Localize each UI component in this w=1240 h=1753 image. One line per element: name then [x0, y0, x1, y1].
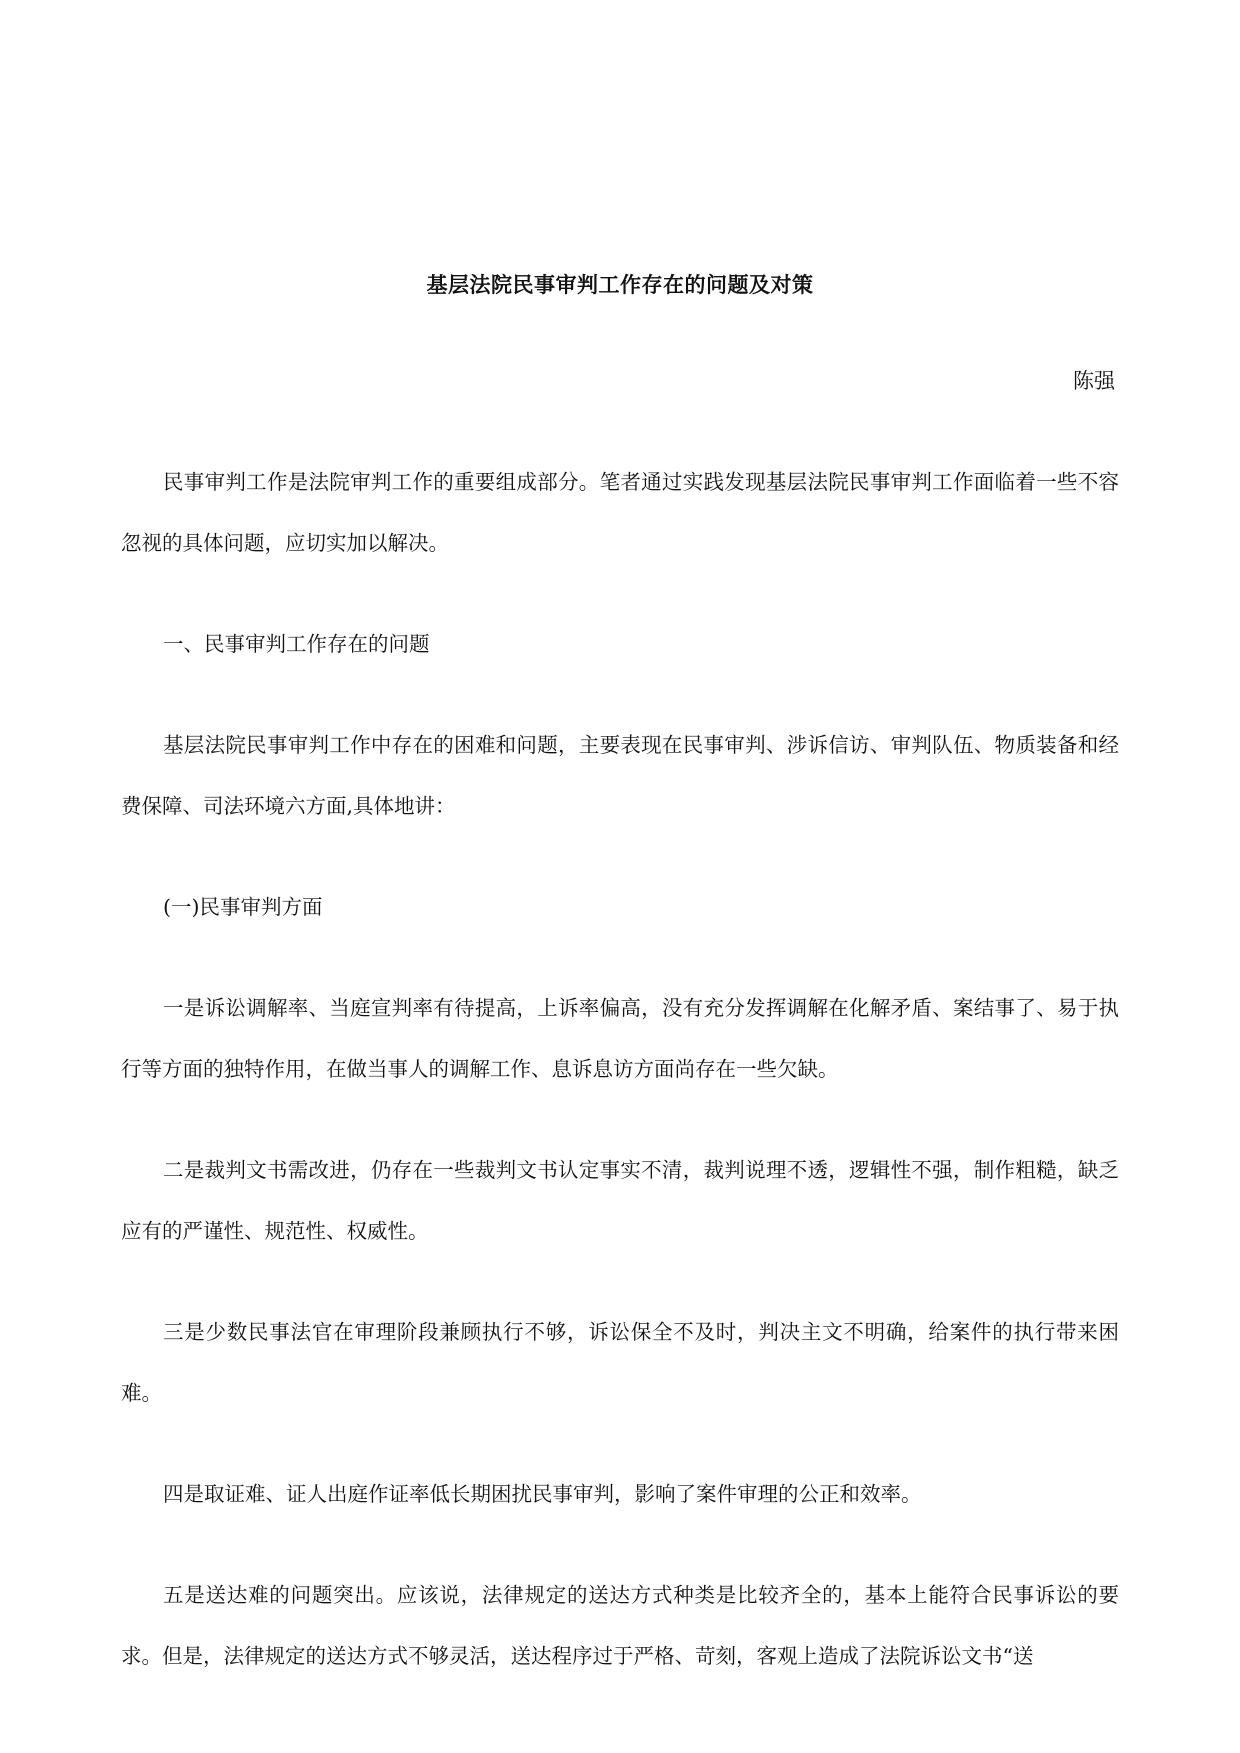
document-author: 陈强	[1073, 369, 1115, 393]
document-body	[121, 452, 1119, 1727]
paragraph-point-two: 二是裁判文书需改进，仍存在一些裁判文书认定事实不清，裁判说理不透，逻辑性不强，制作粗糙，缺乏应有的严谨性、规范性、权威性。	[121, 1158, 1119, 1243]
subsection-heading-civil-trial: (一)民事审判方面	[163, 895, 323, 919]
paragraph-point-three: 三是少数民事法官在审理阶段兼顾执行不够，诉讼保全不及时，判决主文不明确，给案件的执行带来困难。	[121, 1320, 1119, 1405]
paragraph-point-five: 五是送达难的问题突出。应该说，法律规定的送达方式种类是比较齐全的，基本上能符合民事诉讼的要求。但是，法律规定的送达方式不够灵活，送达程序过于严格、苛刻，客观上造成了法院诉讼文书“送	[121, 1583, 1119, 1668]
section-heading-problems: 一、民事审判工作存在的问题	[163, 632, 430, 656]
paragraph-point-one: 一是诉讼调解率、当庭宣判率有待提高，上诉率偏高，没有充分发挥调解在化解矛盾、案结事了、易于执行等方面的独特作用，在做当事人的调解工作、息诉息访方面尚存在一些欠缺。	[121, 996, 1119, 1081]
paragraph-overview: 基层法院民事审判工作中存在的困难和问题，主要表现在民事审判、涉诉信访、审判队伍、物质装备和经费保障、司法环境六方面,具体地讲：	[121, 733, 1119, 818]
document-title: 基层法院民事审判工作存在的问题及对策	[426, 272, 814, 297]
paragraph-point-four: 四是取证难、证人出庭作证率低长期困扰民事审判，影响了案件审理的公正和效率。	[163, 1482, 922, 1506]
paragraph-intro: 民事审判工作是法院审判工作的重要组成部分。笔者通过实践发现基层法院民事审判工作面临着一些不容忽视的具体问题，应切实加以解决。	[121, 470, 1119, 555]
